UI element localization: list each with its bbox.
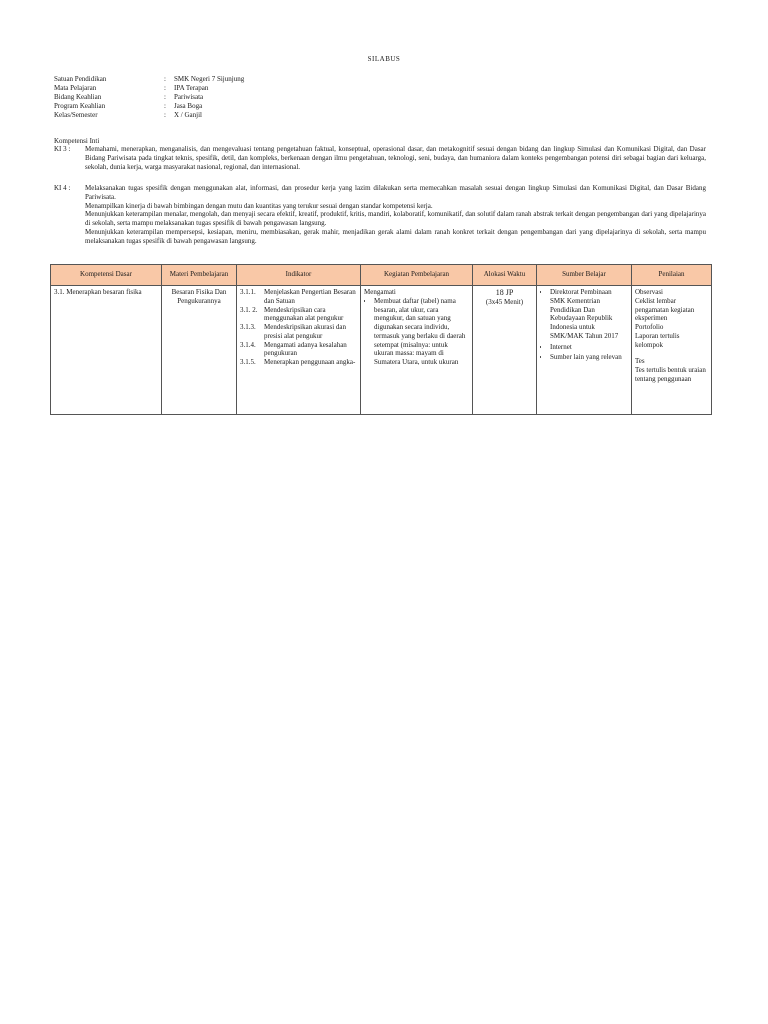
syllabus-table	[50, 264, 712, 415]
identity-value: Jasa Boga	[174, 102, 203, 110]
list-item: • Sumber lain yang relevan	[550, 353, 628, 362]
alokasi-main: 18 JP	[495, 288, 514, 297]
indicator-item: 3.1.3. Mendeskripsikan akurasi dan presisi alat pengukur	[240, 323, 347, 340]
identity-row: Bidang Keahlian : Pariwisata	[54, 93, 204, 101]
indicator-item: 3.1. 2. Mendeskripsikan cara menggunakan alat pengukur	[240, 305, 344, 323]
ki4-block	[54, 184, 706, 245]
header-materi: Materi Pembelajaran	[162, 265, 237, 286]
identity-value: SMK Negeri 7 Sijunjung	[174, 75, 245, 83]
ki4-paragraph: Menampilkan kinerja di bawah bimbingan dengan mutu dan kuantitas yang terukur sesuai dengan standar kompetensi kerja.	[85, 201, 433, 210]
identity-value: IPA Terapan	[174, 84, 209, 92]
indicator-item: 3.1.5. Menerapkan penggunaan angka-	[240, 358, 356, 366]
cell-sumber	[537, 286, 632, 415]
cell-indikator	[237, 286, 361, 415]
ki-heading: Kompetensi Inti	[54, 137, 100, 145]
identity-block	[54, 75, 244, 120]
ki4-label: KI 4 :	[54, 184, 71, 192]
list-item: • Membuat daftar (tabel) nama besaran, alat ukur, cara mengukur, dan satuan yang digunakan secara individu, termasuk yang berlaku di daerah setempat (misalnya: untuk ukuran massa: mayam di Sumatera Utara, untuk ukuran	[374, 297, 469, 367]
ki3-text: Memahami, menerapkan, menganalisis, dan mengevaluasi tentang pengetahuan faktual, konseptual, operasional dasar, dan metakognitif sesuai dengan bidang dan lingkup Simulasi dan Komunikasi Digital, dan Dasar Bidang Pariwisata pada tingkat teknis, spesifik, detil, dan kompleks, berkenaan dengan ilmu pengetahuan, teknologi, seni, budaya, dan humaniora dalam konteks pengembangan potensi diri sebagai bagian dari keluarga, sekolah, dunia kerja, warga masyarakat nasional, regional, dan internasional.	[85, 145, 706, 171]
ki3-block	[54, 145, 706, 171]
identity-value: X / Ganjil	[174, 111, 202, 119]
penilaian-line: Ceklist lembar pengamatan kegiatan eksperimen	[635, 296, 695, 323]
identity-key: Kelas/Semester	[54, 111, 98, 119]
ki4-paragraph: Menunjukkan keterampilan mempersepsi, kesiapan, meniru, membiasakan, gerak mahir, menjadikan gerak alami dalam ranah konkret terkait dengan pengembangan dari yang dipelajarinya di sekolah, serta mampu melaksanakan tugas spesifik di bawah pengawasan langsung.	[85, 227, 706, 245]
ki3-label: KI 3 :	[54, 145, 71, 153]
cell-kd: 3.1. Menerapkan besaran fisika	[51, 286, 162, 415]
cell-penilaian	[632, 286, 712, 415]
identity-row: Kelas/Semester : X / Ganjil	[54, 111, 202, 119]
identity-row: Mata Pelajaran : IPA Terapan	[54, 84, 209, 92]
header-penilaian: Penilaian	[632, 265, 712, 286]
table-header-row	[51, 265, 712, 286]
ki4-paragraph: Melaksanakan tugas spesifik dengan menggunakan alat, informasi, dan prosedur kerja yang lazim dilakukan serta memecahkan masalah sesuai dengan lingkup Simulasi dan Komunikasi Digital, dan Dasar Bidang Pariwisata.	[85, 184, 706, 201]
identity-key: Mata Pelajaran	[54, 84, 97, 92]
header-indikator: Indikator	[237, 265, 361, 286]
identity-row: Program Keahlian : Jasa Boga	[54, 102, 203, 110]
penilaian-line	[635, 349, 708, 357]
cell-materi: Besaran Fisika Dan Pengukurannya	[162, 286, 237, 415]
alokasi-sub: (3x45 Menit)	[485, 298, 524, 306]
cell-alokasi	[473, 286, 537, 415]
identity-row: Satuan Pendidikan : SMK Negeri 7 Sijunjung	[54, 75, 245, 83]
table-row	[51, 286, 712, 415]
penilaian-line: Tes	[635, 357, 645, 366]
header-sumber: Sumber Belajar	[537, 265, 632, 286]
page-title: SILABUS	[367, 55, 401, 63]
identity-key: Satuan Pendidikan	[54, 75, 107, 83]
header-kegiatan: Kegiatan Pembelajaran	[361, 265, 473, 286]
penilaian-line: Tes tertulis bentuk uraian tentang penggunaan	[635, 366, 706, 383]
kegiatan-heading: Mengamati	[364, 288, 396, 296]
penilaian-line: Observasi	[635, 288, 663, 296]
identity-key: Bidang Keahlian	[54, 93, 102, 101]
indicator-item: 3.1.4. Mengamati adanya kesalahan pengukuran	[240, 340, 347, 358]
list-item: • Direktorat Pembinaan SMK Kementrian Pendidikan Dan Kebudayaan Republik Indonesia untuk SMK/MAK Tahun 2017	[550, 288, 628, 341]
ki4-paragraph: Menunjukkan keterampilan menalar, mengolah, dan menyaji secara efektif, kreatif, produktif, kritis, mandiri, kolaboratif, komunikatif, dan solutif dalam ranah abstrak terkait dengan pengembangan dari yang dipelajarinya di sekolah, serta mampu melaksanakan tugas spesifik di bawah pengawasan langsung.	[85, 210, 706, 227]
penilaian-line: Portofolio	[635, 323, 664, 331]
penilaian-line: Laporan tertulis kelompok	[635, 331, 680, 349]
cell-kegiatan	[361, 286, 473, 415]
header-alokasi: Alokasi Waktu	[473, 265, 537, 286]
header-kompetensi-dasar: Kompetensi Dasar	[51, 265, 162, 286]
identity-key: Program Keahlian	[54, 102, 106, 110]
identity-value: Pariwisata	[174, 93, 204, 101]
list-item: • Internet	[550, 343, 628, 352]
indicator-item: 3.1.1. Menjelaskan Pengertian Besaran dan Satuan	[240, 288, 356, 305]
